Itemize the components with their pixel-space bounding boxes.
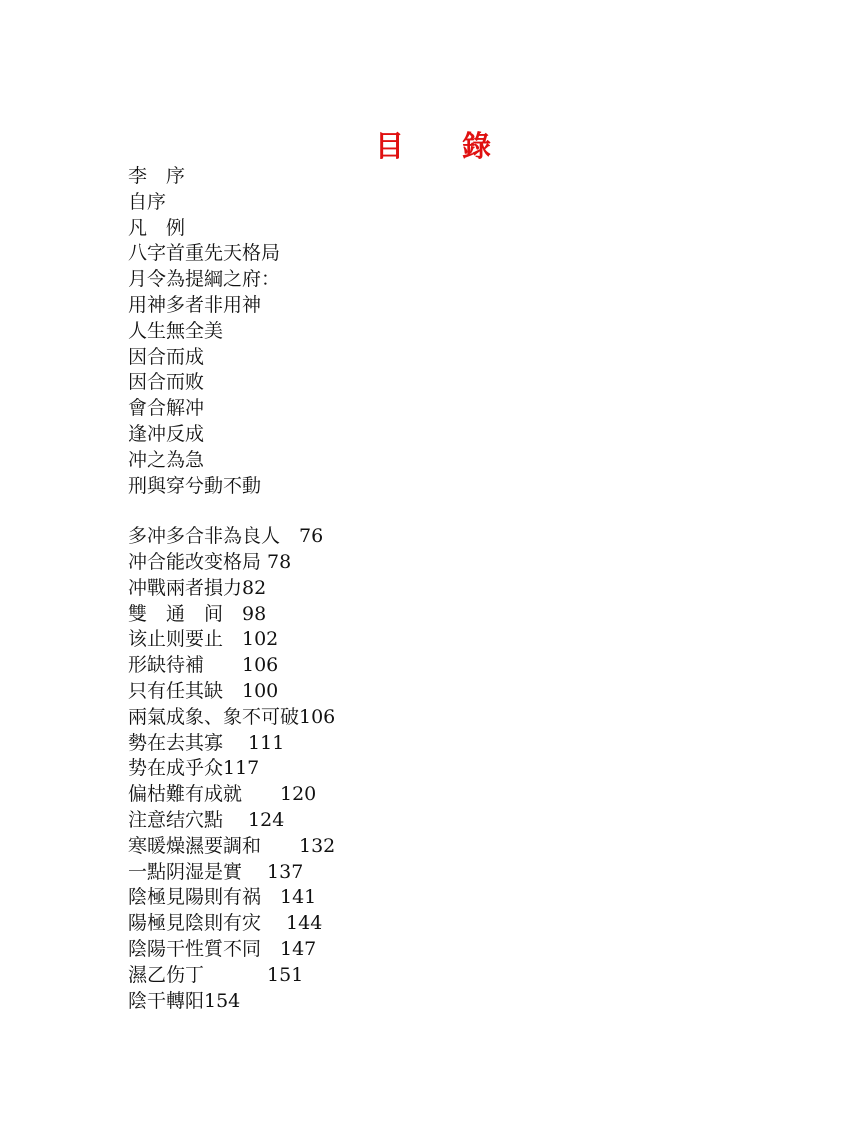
toc-entry: 形缺待補 106 — [128, 654, 279, 677]
toc-entry: 凡 例 — [128, 216, 186, 239]
toc-entry: 月令為提綱之府： — [128, 268, 281, 291]
toc-entry: 注意结穴點 124 — [128, 808, 285, 831]
toc-entry: 濕乙伤丁 151 — [128, 963, 304, 986]
toc-entry: 偏枯難有成就 120 — [128, 783, 317, 806]
toc-entry: 冲合能改变格局 78 — [128, 550, 292, 573]
toc-entry: 陰陽干性質不同 147 — [128, 937, 317, 960]
toc-entry: 逢冲反成 — [128, 422, 205, 445]
toc-entry: 人生無全美 — [128, 319, 224, 342]
toc-entry: 只有任其缺 100 — [128, 679, 279, 702]
toc-entry: 勢在去其寡 111 — [128, 731, 285, 754]
table-of-contents — [128, 164, 628, 1014]
toc-entry: 陽極見陰則有灾 144 — [128, 912, 323, 935]
toc-entry: 兩氣成象、象不可破106 — [128, 705, 336, 728]
page-title: 目 錄 — [374, 129, 491, 163]
toc-entry: 用神多者非用神 — [128, 293, 262, 316]
toc-entry: 會合解冲 — [128, 397, 205, 420]
toc-entry: 冲之為急 — [128, 448, 205, 471]
toc-entry: 多冲多合非為良人 76 — [128, 525, 324, 548]
toc-entry: 陰極見陽則有祸 141 — [128, 886, 317, 909]
section-gap — [128, 499, 628, 524]
toc-entry: 陰干轉阳154 — [128, 989, 241, 1012]
toc-entry: 冲戰兩者損力82 — [128, 576, 267, 599]
toc-entry: 寒暖燥濕要調和 132 — [128, 834, 336, 857]
toc-entry: 因合而败 — [128, 371, 205, 394]
toc-entry: 李 序 — [128, 165, 186, 187]
toc-entry: 势在成乎众117 — [128, 757, 260, 780]
toc-entry: 八字首重先天格局 — [128, 242, 281, 265]
toc-entry: 因合而成 — [128, 345, 205, 368]
toc-entry: 自序 — [128, 190, 167, 213]
toc-entry: 一點阴湿是實 137 — [128, 860, 304, 883]
toc-entry: 该止则要止 102 — [128, 628, 279, 651]
toc-entry: 雙 通 间 98 — [128, 602, 267, 625]
toc-entry: 刑與穿兮動不動 — [128, 474, 262, 497]
